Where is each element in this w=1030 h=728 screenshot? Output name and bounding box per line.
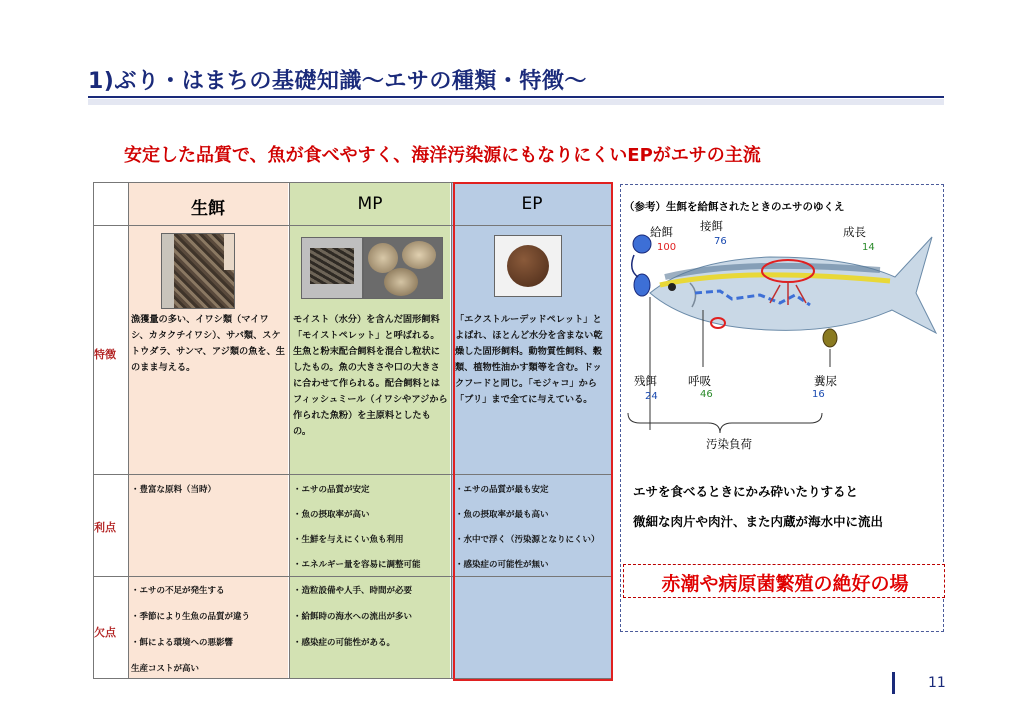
row-label-advantages: 利点 (94, 521, 116, 534)
page-number-bar (892, 672, 895, 694)
feed-arrow-icon (632, 255, 638, 277)
title-underline (88, 96, 944, 98)
callout-text: 赤潮や病原菌繁殖の絶好の場 (661, 573, 909, 595)
column-divider (451, 182, 452, 679)
raw-feed-disadvantage: 生産コストが高い (131, 664, 200, 674)
mp-disadvantage: ・給餌時の海水への流出が多い (293, 612, 413, 622)
header-mp: MP (357, 194, 383, 214)
mp-disadvantage: ・感染症の可能性がある。 (293, 638, 396, 648)
fish-eye (668, 283, 676, 291)
raw-fish-photo (161, 233, 235, 309)
feeding-value: 100 (657, 242, 677, 253)
mp-mixer-photo (301, 237, 363, 299)
page-title: 1)ぶり・はまちの基礎知識～エサの種類・特徴～ (88, 69, 587, 94)
pollution-bracket (628, 413, 822, 433)
feces-label: 糞尿 (814, 374, 837, 388)
table-border-left (93, 182, 94, 679)
respiration-value: 46 (700, 389, 713, 400)
raw-feed-features: 漁獲量の多い、イワシ類（マイワシ、カタクチイワシ）、サバ類、スケトウダラ、サンマ、アジ類の魚を、生のまま与える。 (131, 314, 285, 373)
mp-disadvantage: ・造粒設備や人手、時間が必要 (293, 586, 413, 596)
raw-feed-disadvantage: ・餌による環境への悪影響 (131, 638, 234, 648)
mp-advantage: ・魚の摂取率が高い (293, 510, 370, 520)
feeding-label: 給餌 (650, 225, 673, 239)
mp-advantage: ・エサの品質が安定 (293, 485, 370, 495)
feed-pellet-icon (634, 274, 650, 296)
header-raw-feed: 生餌 (191, 199, 225, 219)
mp-pellet-photo (363, 237, 443, 299)
growth-label: 成長 (843, 225, 866, 239)
page-number: 11 (928, 675, 946, 691)
feces-value: 16 (812, 389, 825, 400)
ep-advantage: ・魚の摂取率が最も高い (455, 510, 549, 520)
red-tide-callout (623, 564, 945, 598)
ep-features: 「エクストルーデッドペレット」とよばれ、ほとんど水分を含まない乾燥した固形飼料。動物質性飼料、穀類、植物性油かす類等を含む。ドックフードと同じ。「モジャコ」から「ブリ」まで全てに与えている。 (455, 314, 603, 405)
intake-label: 接餌 (700, 219, 723, 233)
residue-label: 残餌 (634, 374, 657, 388)
residue-value: 24 (645, 391, 658, 402)
header-ep: EP (521, 194, 543, 214)
ep-advantage: ・水中で浮く（汚染源となりにくい） (455, 535, 600, 545)
label-column (93, 182, 128, 679)
mp-advantage: ・生鮮を与えにくい魚も利用 (293, 535, 404, 545)
yellowtail-fish-icon (650, 237, 936, 333)
reference-title: （参考）生餌を給餌されたときのエサのゆくえ (624, 201, 845, 213)
column-divider (128, 182, 129, 679)
feces-icon (823, 329, 837, 347)
raw-feed-advantage: ・豊富な原料（当時） (131, 485, 217, 495)
explanation-line-1: エサを食べるときにかみ砕いたりすると (633, 484, 859, 499)
mp-advantage: ・エネルギー量を容易に調整可能 (293, 560, 421, 570)
explanation-line-2: 微細な肉片や肉汁、また内蔵が海水中に流出 (633, 514, 884, 529)
column-divider (289, 182, 290, 679)
ep-advantage: ・エサの品質が最も安定 (455, 485, 549, 495)
pollution-load-label: 汚染負荷 (706, 437, 752, 451)
title-underline-shadow (88, 99, 944, 105)
row-label-disadvantages: 欠点 (94, 626, 116, 639)
feed-pellet-icon (633, 235, 651, 253)
slide-subtitle: 安定した品質で、魚が食べやすく、海洋汚染源にもなりにくいEPがエサの主流 (124, 145, 761, 166)
intake-value: 76 (714, 236, 727, 247)
row-label-features: 特徴 (94, 348, 116, 361)
ep-advantage: ・感染症の可能性が無い (455, 560, 549, 570)
ep-highlight-frame (453, 182, 613, 681)
respiration-label: 呼吸 (688, 374, 711, 388)
raw-feed-disadvantage: ・エサの不足が発生する (131, 586, 225, 596)
raw-feed-disadvantage: ・季節により生魚の品質が違う (131, 612, 251, 622)
growth-value: 14 (862, 242, 875, 253)
mp-features: モイスト（水分）を含んだ固形飼料「モイストペレット」と呼ばれる。生魚と粉末配合飼料を混合し粒状にしたもの。魚の大きさや口の大きさに合わせて作られる。配合飼料とはフィッシュミール（イワシやアジから作られた魚粉）を主原料としたもの。 (293, 314, 448, 437)
